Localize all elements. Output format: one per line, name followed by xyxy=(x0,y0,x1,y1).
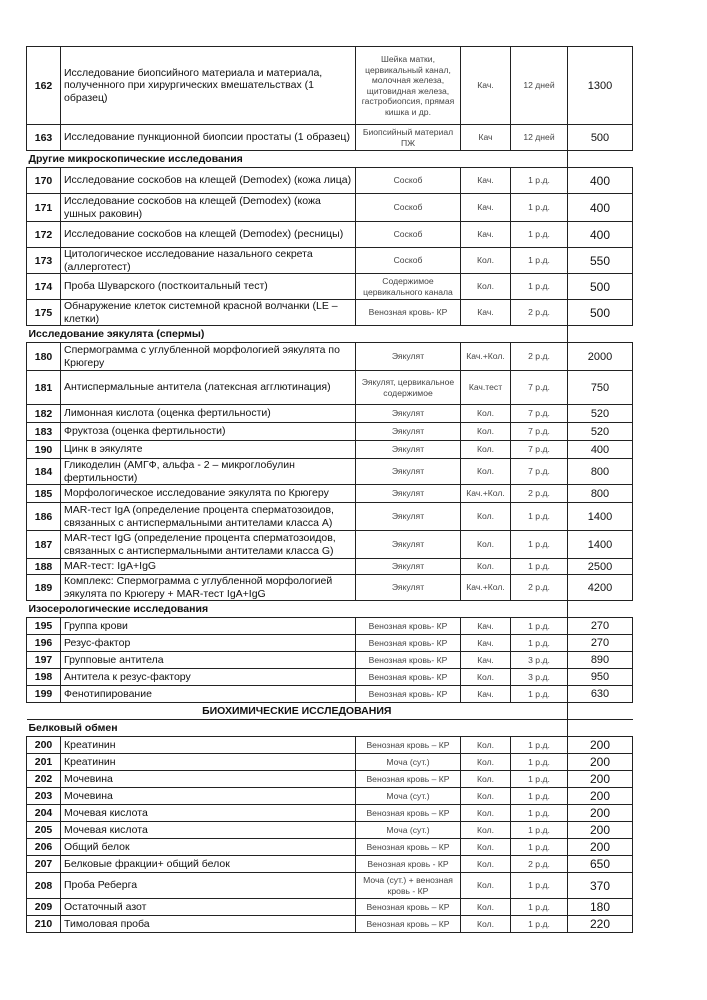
price: 1400 xyxy=(568,503,633,531)
turnaround-time: 1 р.д. xyxy=(511,899,568,916)
method: Кач. xyxy=(461,222,511,248)
test-code: 202 xyxy=(27,771,61,788)
test-name: MAR-тест IgA (определение процента сперматозоидов, связанных с антиспермальными антителами класса А) xyxy=(61,503,356,531)
method: Кол. xyxy=(461,669,511,686)
turnaround-time: 1 р.д. xyxy=(511,771,568,788)
test-code: 207 xyxy=(27,856,61,873)
test-code: 208 xyxy=(27,873,61,899)
biomaterial: Эякулят xyxy=(356,485,461,503)
method: Кач.+Кол. xyxy=(461,343,511,371)
biomaterial: Эякулят xyxy=(356,343,461,371)
test-code: 182 xyxy=(27,405,61,423)
test-name: Мочевина xyxy=(61,771,356,788)
price: 400 xyxy=(568,441,633,459)
turnaround-time: 1 р.д. xyxy=(511,248,568,274)
section-price-spacer xyxy=(568,720,633,737)
method: Кол. xyxy=(461,839,511,856)
test-name: Исследование соскобов на клещей (Demodex) (кожа лица) xyxy=(61,168,356,194)
test-name: MAR-тест IgG (определение процента сперматозоидов, связанных с антиспермальными антителами класса G) xyxy=(61,531,356,559)
biomaterial: Моча (сут.) xyxy=(356,788,461,805)
biomaterial: Венозная кровь- КР xyxy=(356,300,461,326)
table-row xyxy=(27,822,633,839)
price: 500 xyxy=(568,300,633,326)
test-name: MAR-тест: IgA+IgG xyxy=(61,559,356,575)
turnaround-time: 2 р.д. xyxy=(511,856,568,873)
biomaterial: Биопсийный материал ПЖ xyxy=(356,125,461,151)
biomaterial: Венозная кровь - КР xyxy=(356,856,461,873)
turnaround-time: 12 дней xyxy=(511,47,568,125)
test-name: Мочевая кислота xyxy=(61,805,356,822)
method: Кол. xyxy=(461,441,511,459)
turnaround-time: 2 р.д. xyxy=(511,575,568,601)
table-row xyxy=(27,839,633,856)
turnaround-time: 1 р.д. xyxy=(511,805,568,822)
test-code: 172 xyxy=(27,222,61,248)
biomaterial: Венозная кровь – КР xyxy=(356,839,461,856)
method: Кач. xyxy=(461,194,511,222)
section-header-row xyxy=(27,720,633,737)
table-row xyxy=(27,754,633,771)
test-code: 206 xyxy=(27,839,61,856)
table-row xyxy=(27,669,633,686)
price: 890 xyxy=(568,652,633,669)
table-row xyxy=(27,856,633,873)
method: Кач. xyxy=(461,686,511,703)
test-name: Проба Реберга xyxy=(61,873,356,899)
test-code: 180 xyxy=(27,343,61,371)
table-row xyxy=(27,503,633,531)
method: Кол. xyxy=(461,916,511,933)
table-row xyxy=(27,771,633,788)
turnaround-time: 1 р.д. xyxy=(511,168,568,194)
price: 500 xyxy=(568,125,633,151)
test-code: 189 xyxy=(27,575,61,601)
method: Кач. xyxy=(461,635,511,652)
table-row xyxy=(27,652,633,669)
table-row xyxy=(27,686,633,703)
price: 200 xyxy=(568,754,633,771)
section-title: БИОХИМИЧЕСКИЕ ИССЛЕДОВАНИЯ xyxy=(27,703,568,720)
turnaround-time: 2 р.д. xyxy=(511,343,568,371)
turnaround-time: 1 р.д. xyxy=(511,618,568,635)
price-list-page xyxy=(26,46,632,933)
section-title: Другие микроскопические исследования xyxy=(27,151,568,168)
test-code: 163 xyxy=(27,125,61,151)
biomaterial: Венозная кровь – КР xyxy=(356,899,461,916)
test-name: Тимоловая проба xyxy=(61,916,356,933)
biomaterial: Эякулят xyxy=(356,441,461,459)
turnaround-time: 1 р.д. xyxy=(511,737,568,754)
method: Кач. xyxy=(461,47,511,125)
turnaround-time: 7 р.д. xyxy=(511,423,568,441)
test-name: Исследование пункционной биопсии простаты (1 образец) xyxy=(61,125,356,151)
price: 4200 xyxy=(568,575,633,601)
section-title: Исследование эякулята (спермы) xyxy=(27,326,568,343)
test-name: Спермограмма с углубленной морфологией эякулята по Крюгеру xyxy=(61,343,356,371)
table-row xyxy=(27,125,633,151)
table-row xyxy=(27,222,633,248)
section-price-spacer xyxy=(568,151,633,168)
price: 400 xyxy=(568,168,633,194)
method: Кол. xyxy=(461,248,511,274)
table-row xyxy=(27,343,633,371)
section-title: Белковый обмен xyxy=(27,720,568,737)
biomaterial: Венозная кровь- КР xyxy=(356,635,461,652)
turnaround-time: 2 р.д. xyxy=(511,300,568,326)
test-name: Антиспермальные антитела (латексная агглютинация) xyxy=(61,371,356,405)
turnaround-time: 1 р.д. xyxy=(511,839,568,856)
method: Кол. xyxy=(461,805,511,822)
section-price-spacer xyxy=(568,326,633,343)
biomaterial: Эякулят, цервикальное содержимое xyxy=(356,371,461,405)
test-code: 203 xyxy=(27,788,61,805)
turnaround-time: 1 р.д. xyxy=(511,222,568,248)
biomaterial: Венозная кровь – КР xyxy=(356,916,461,933)
table-row xyxy=(27,248,633,274)
table-row xyxy=(27,371,633,405)
biomaterial: Венозная кровь- КР xyxy=(356,652,461,669)
test-name: Исследование соскобов на клещей (Demodex) (кожа ушных раковин) xyxy=(61,194,356,222)
biomaterial: Соскоб xyxy=(356,194,461,222)
price: 370 xyxy=(568,873,633,899)
turnaround-time: 1 р.д. xyxy=(511,822,568,839)
method: Кол. xyxy=(461,788,511,805)
section-header-row xyxy=(27,703,633,720)
price-table-body xyxy=(27,47,633,933)
test-name: Общий белок xyxy=(61,839,356,856)
price: 2500 xyxy=(568,559,633,575)
method: Кол. xyxy=(461,737,511,754)
biomaterial: Соскоб xyxy=(356,248,461,274)
test-code: 188 xyxy=(27,559,61,575)
test-code: 201 xyxy=(27,754,61,771)
table-row xyxy=(27,575,633,601)
price: 750 xyxy=(568,371,633,405)
test-name: Мочевая кислота xyxy=(61,822,356,839)
test-code: 204 xyxy=(27,805,61,822)
test-code: 173 xyxy=(27,248,61,274)
price: 220 xyxy=(568,916,633,933)
test-code: 184 xyxy=(27,459,61,485)
test-name: Исследование биопсийного материала и материала, полученного при хирургических вмешательствах (1 образец) xyxy=(61,47,356,125)
test-code: 174 xyxy=(27,274,61,300)
price: 520 xyxy=(568,405,633,423)
biomaterial: Эякулят xyxy=(356,405,461,423)
table-row xyxy=(27,485,633,503)
method: Кол. xyxy=(461,873,511,899)
method: Кол. xyxy=(461,771,511,788)
method: Кач. xyxy=(461,618,511,635)
turnaround-time: 7 р.д. xyxy=(511,441,568,459)
biomaterial: Моча (сут.) xyxy=(356,822,461,839)
turnaround-time: 12 дней xyxy=(511,125,568,151)
table-row xyxy=(27,788,633,805)
biomaterial: Венозная кровь- КР xyxy=(356,618,461,635)
test-code: 181 xyxy=(27,371,61,405)
biomaterial: Соскоб xyxy=(356,222,461,248)
turnaround-time: 1 р.д. xyxy=(511,274,568,300)
biomaterial: Венозная кровь – КР xyxy=(356,737,461,754)
table-row xyxy=(27,274,633,300)
table-row xyxy=(27,805,633,822)
turnaround-time: 1 р.д. xyxy=(511,754,568,771)
biomaterial: Моча (сут.) + венозная кровь - КР xyxy=(356,873,461,899)
turnaround-time: 3 р.д. xyxy=(511,669,568,686)
table-row xyxy=(27,423,633,441)
turnaround-time: 1 р.д. xyxy=(511,503,568,531)
test-code: 210 xyxy=(27,916,61,933)
section-price-spacer xyxy=(568,703,633,720)
test-code: 175 xyxy=(27,300,61,326)
test-name: Гликоделин (АМГФ, альфа - 2 – микроглобулин фертильности) xyxy=(61,459,356,485)
turnaround-time: 1 р.д. xyxy=(511,916,568,933)
table-row xyxy=(27,916,633,933)
test-name: Резус-фактор xyxy=(61,635,356,652)
turnaround-time: 1 р.д. xyxy=(511,531,568,559)
test-name: Мочевина xyxy=(61,788,356,805)
turnaround-time: 7 р.д. xyxy=(511,405,568,423)
price: 200 xyxy=(568,839,633,856)
test-code: 205 xyxy=(27,822,61,839)
test-name: Комплекс: Спермограмма с углубленной морфологией эякулята по Крюгеру + MAR-тест IgA+IgG xyxy=(61,575,356,601)
test-name: Креатинин xyxy=(61,737,356,754)
test-name: Проба Шуварского (посткоитальный тест) xyxy=(61,274,356,300)
method: Кол. xyxy=(461,531,511,559)
table-row xyxy=(27,405,633,423)
test-code: 209 xyxy=(27,899,61,916)
price: 2000 xyxy=(568,343,633,371)
price: 500 xyxy=(568,274,633,300)
section-header-row xyxy=(27,151,633,168)
test-code: 171 xyxy=(27,194,61,222)
biomaterial: Эякулят xyxy=(356,575,461,601)
test-code: 185 xyxy=(27,485,61,503)
method: Кол. xyxy=(461,559,511,575)
price: 520 xyxy=(568,423,633,441)
method: Кол. xyxy=(461,274,511,300)
price: 950 xyxy=(568,669,633,686)
test-name: Цитологическое исследование назального секрета (аллерготест) xyxy=(61,248,356,274)
price: 270 xyxy=(568,635,633,652)
turnaround-time: 1 р.д. xyxy=(511,194,568,222)
method: Кач. xyxy=(461,168,511,194)
method: Кол. xyxy=(461,405,511,423)
biomaterial: Эякулят xyxy=(356,459,461,485)
test-code: 170 xyxy=(27,168,61,194)
test-code: 190 xyxy=(27,441,61,459)
test-name: Групповые антитела xyxy=(61,652,356,669)
turnaround-time: 2 р.д. xyxy=(511,485,568,503)
table-row xyxy=(27,194,633,222)
section-price-spacer xyxy=(568,601,633,618)
turnaround-time: 3 р.д. xyxy=(511,652,568,669)
method: Кач.+Кол. xyxy=(461,485,511,503)
method: Кол. xyxy=(461,899,511,916)
price: 1300 xyxy=(568,47,633,125)
biomaterial: Эякулят xyxy=(356,559,461,575)
method: Кол. xyxy=(461,459,511,485)
test-name: Морфологическое исследование эякулята по Крюгеру xyxy=(61,485,356,503)
price: 1400 xyxy=(568,531,633,559)
biomaterial: Венозная кровь – КР xyxy=(356,771,461,788)
test-code: 162 xyxy=(27,47,61,125)
test-code: 196 xyxy=(27,635,61,652)
test-name: Белковые фракции+ общий белок xyxy=(61,856,356,873)
test-name: Группа крови xyxy=(61,618,356,635)
price: 200 xyxy=(568,805,633,822)
section-header-row xyxy=(27,326,633,343)
method: Кол. xyxy=(461,856,511,873)
table-row xyxy=(27,899,633,916)
section-title: Изосерологические исследования xyxy=(27,601,568,618)
test-name: Антитела к резус-фактору xyxy=(61,669,356,686)
method: Кач. xyxy=(461,300,511,326)
biomaterial: Эякулят xyxy=(356,503,461,531)
biomaterial: Венозная кровь – КР xyxy=(356,805,461,822)
biomaterial: Венозная кровь- КР xyxy=(356,669,461,686)
price: 180 xyxy=(568,899,633,916)
biomaterial: Венозная кровь- КР xyxy=(356,686,461,703)
test-name: Фруктоза (оценка фертильности) xyxy=(61,423,356,441)
price: 800 xyxy=(568,459,633,485)
price: 400 xyxy=(568,222,633,248)
method: Кач.+Кол. xyxy=(461,575,511,601)
price: 800 xyxy=(568,485,633,503)
test-code: 186 xyxy=(27,503,61,531)
biomaterial: Соскоб xyxy=(356,168,461,194)
test-name: Фенотипирование xyxy=(61,686,356,703)
method: Кол. xyxy=(461,423,511,441)
biomaterial: Эякулят xyxy=(356,531,461,559)
biomaterial: Моча (сут.) xyxy=(356,754,461,771)
test-code: 195 xyxy=(27,618,61,635)
price: 650 xyxy=(568,856,633,873)
turnaround-time: 1 р.д. xyxy=(511,635,568,652)
test-code: 197 xyxy=(27,652,61,669)
turnaround-time: 1 р.д. xyxy=(511,788,568,805)
biomaterial: Содержимое цервикального канала xyxy=(356,274,461,300)
price: 200 xyxy=(568,737,633,754)
price: 200 xyxy=(568,788,633,805)
method: Кол. xyxy=(461,503,511,531)
test-name: Исследование соскобов на клещей (Demodex) (ресницы) xyxy=(61,222,356,248)
table-row xyxy=(27,737,633,754)
test-code: 183 xyxy=(27,423,61,441)
price: 270 xyxy=(568,618,633,635)
turnaround-time: 1 р.д. xyxy=(511,559,568,575)
turnaround-time: 1 р.д. xyxy=(511,686,568,703)
table-row xyxy=(27,618,633,635)
price: 550 xyxy=(568,248,633,274)
test-code: 198 xyxy=(27,669,61,686)
test-code: 200 xyxy=(27,737,61,754)
table-row xyxy=(27,873,633,899)
table-row xyxy=(27,47,633,125)
test-code: 199 xyxy=(27,686,61,703)
price: 200 xyxy=(568,771,633,788)
table-row xyxy=(27,441,633,459)
turnaround-time: 7 р.д. xyxy=(511,459,568,485)
test-name: Креатинин xyxy=(61,754,356,771)
price-table xyxy=(26,46,633,933)
test-name: Лимонная кислота (оценка фертильности) xyxy=(61,405,356,423)
method: Кач.тест xyxy=(461,371,511,405)
price: 630 xyxy=(568,686,633,703)
table-row xyxy=(27,459,633,485)
method: Кол. xyxy=(461,754,511,771)
test-name: Остаточный азот xyxy=(61,899,356,916)
biomaterial: Шейка матки, цервикальный канал, молочная железа, щитовидная железа, гастробиопсия, прямая кишка и др. xyxy=(356,47,461,125)
table-row xyxy=(27,300,633,326)
price: 200 xyxy=(568,822,633,839)
method: Кач. xyxy=(461,652,511,669)
table-row xyxy=(27,559,633,575)
turnaround-time: 7 р.д. xyxy=(511,371,568,405)
price: 400 xyxy=(568,194,633,222)
test-code: 187 xyxy=(27,531,61,559)
test-name: Обнаружение клеток системной красной волчанки (LE – клетки) xyxy=(61,300,356,326)
biomaterial: Эякулят xyxy=(356,423,461,441)
method: Кач xyxy=(461,125,511,151)
turnaround-time: 1 р.д. xyxy=(511,873,568,899)
table-row xyxy=(27,168,633,194)
test-name: Цинк в эякуляте xyxy=(61,441,356,459)
section-header-row xyxy=(27,601,633,618)
table-row xyxy=(27,531,633,559)
method: Кол. xyxy=(461,822,511,839)
table-row xyxy=(27,635,633,652)
